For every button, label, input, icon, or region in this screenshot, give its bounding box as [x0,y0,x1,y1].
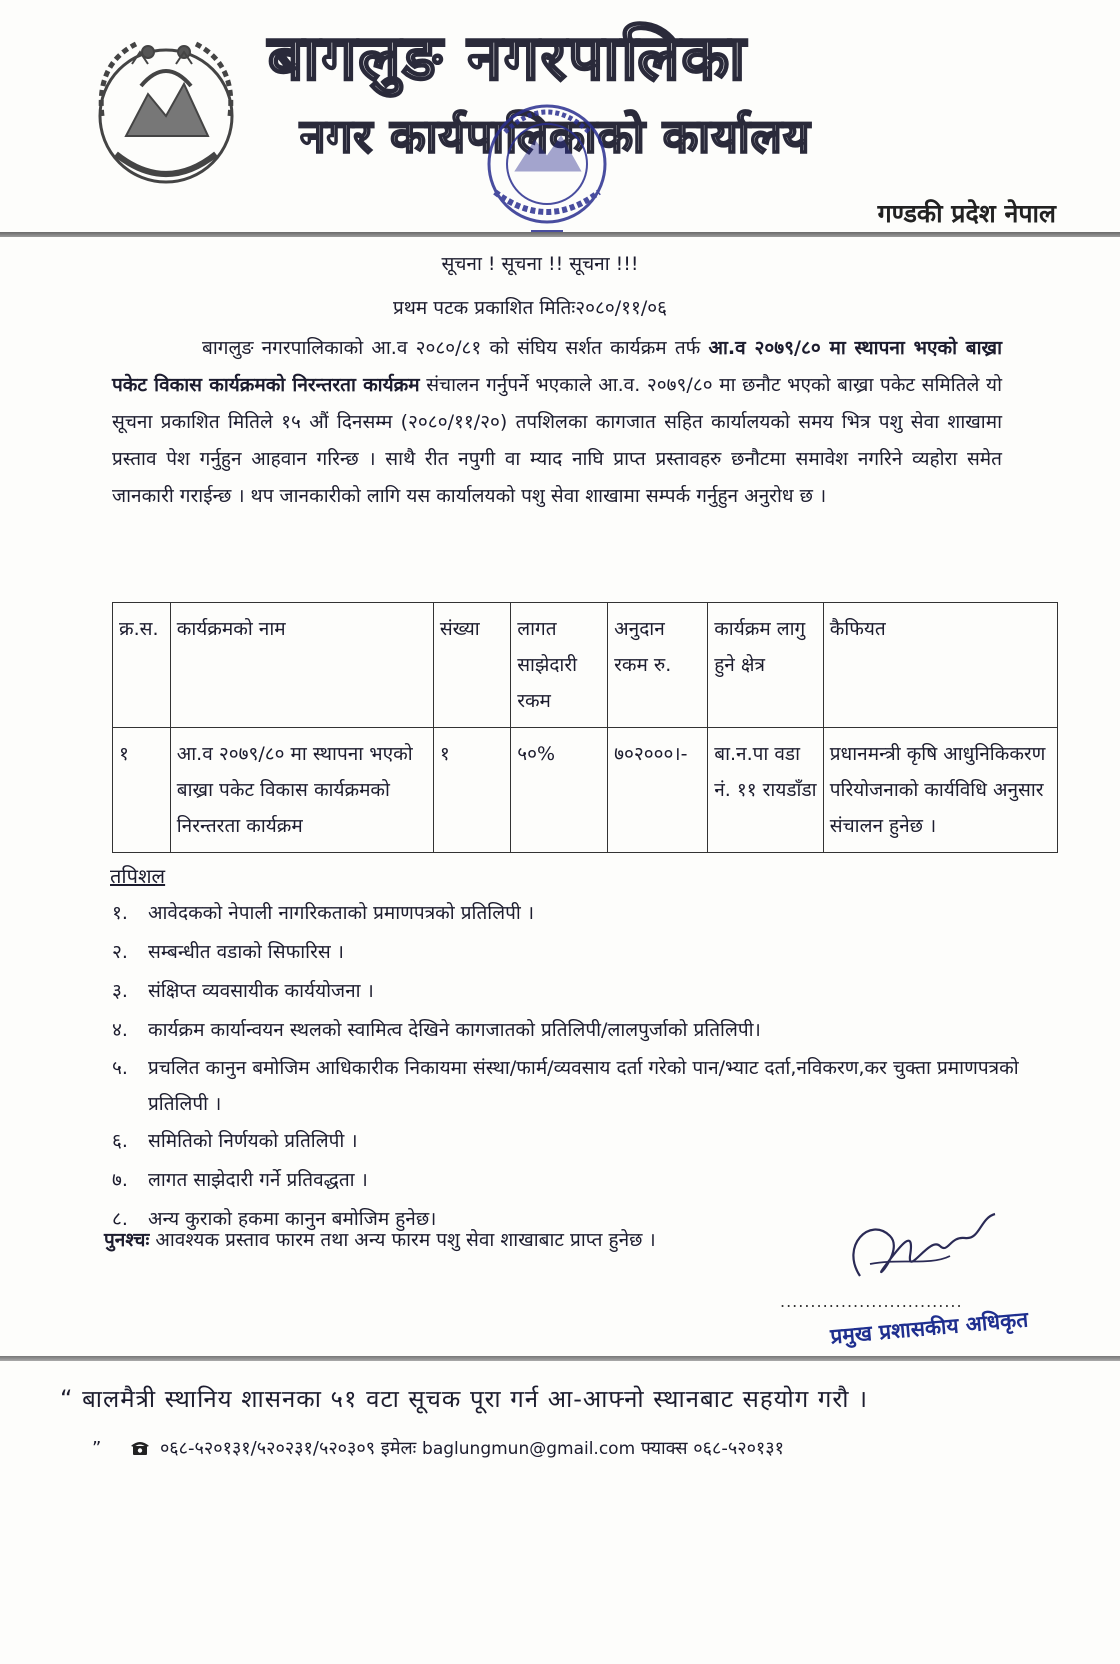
province-label: गण्डकी प्रदेश नेपाल [877,199,1056,228]
program-table [112,602,1058,853]
postscript-text: आवश्यक प्रस्ताव फारम तथा अन्य फारम पशु सेवा शाखाबाट प्राप्त हुनेछ । [149,1229,656,1251]
fax-number: ०६८-५२०१३१ [693,1438,785,1459]
telephone-icon [130,1440,150,1456]
notice-body [112,330,1002,515]
table-header-cell: कैफियत [823,603,1057,728]
item-number: ६. [112,1130,128,1152]
item-number: ८. [112,1208,128,1230]
closing-quote: ” [92,1438,102,1459]
notice-title: सूचना ! सूचना !! सूचना !!! [441,253,639,275]
postscript-label: पुनश्चः [104,1229,150,1251]
item-text: कार्यक्रम कार्यान्वयन स्थलको स्वामित्व देखिने कागजातको प्रतिलिपी/लालपुर्जाको प्रतिलिपी। [148,1019,761,1041]
list-item [112,972,1052,1011]
item-number: ५. [112,1057,128,1079]
item-number: १. [112,902,128,924]
postscript [104,1226,656,1252]
row-serial: १ [113,728,171,853]
contact-line [92,1436,784,1460]
header-divider [0,232,1120,237]
email-address: baglungmun@gmail.com [422,1439,636,1459]
publish-date: प्रथम पटक प्रकाशित मितिः२०८०/११/०६ [392,297,668,319]
signature-icon [830,1206,1010,1296]
email-label: इमेलः [380,1438,417,1459]
phone-number: ०६८-५२०१३१/५२०२३१/५२०३०९ [159,1438,376,1459]
item-number: ७. [112,1169,128,1191]
table-header-cell: संख्या [433,603,510,728]
notice-body-bold: आ.व २०७९/८० मा स्थापना भएको बाख्रा पकेट विकास कार्यक्रमको निरन्तरता कार्यक्रम [112,337,1003,396]
row-cost-share: ५०% [511,728,608,853]
office-seal-icon [465,92,630,242]
signatory-title: प्रमुख प्रशासकीय अधिकृत [829,1307,1030,1349]
table-header-row [113,603,1058,728]
requirements-list [112,894,1052,1239]
item-text: प्रचलित कानुन बमोजिम आधिकारीक निकायमा संस्था/फार्म/व्यवसाय दर्ता गरेको पान/भ्याट दर्ता,नविकरण,कर चुक्ता प्रमाणपत्रको प्रतिलिपी । [148,1057,1019,1115]
notice-body-part1: बागलुङ नगरपालिकाको आ.व २०८०/८१ को संघिय सर्शत कार्यक्रम तर्फ [202,337,709,359]
fax-label: फ्याक्स [640,1438,688,1459]
row-area: बा.न.पा वडा नं. ११ रायडाँडा [708,728,824,853]
item-text: सम्बन्धीत वडाको सिफारिस । [148,941,344,963]
item-text: संक्षिप्त व्यवसायीक कार्ययोजना । [148,980,374,1002]
list-item [112,1161,1052,1200]
item-number: २. [112,941,128,963]
item-number: ३. [112,980,128,1002]
footer-divider [0,1356,1120,1361]
table-header-cell: कार्यक्रम लागु हुने क्षेत्र [708,603,824,728]
notice-body-part2: संचालन गर्नुपर्ने भएकाले आ.व. २०७९/८० मा छनौट भएको बाख्रा पकेट समितिले यो सूचना प्रकाशित मितिले १५ औं दिनसम्म (२०८०/११/२०) तपशिलका कागजात सहित कार्यालयको समय भित्र पशु सेवा शाखामा प्रस्ताव पेश गर्नुहुन आहवान गरिन्छ । साथै रीत नपुगी वा म्याद नाघि प्राप्त प्रस्तावहरु छनौटमा समावेश नगरिने व्यहोरा समेत जानकारी गराईन्छ । थप जानकारीको लागि यस कार्यालयको पशु सेवा शाखामा सम्पर्क गर्नुहुन अनुरोध छ । [112,374,1002,507]
signature-line: .............................. [780,1292,963,1311]
item-number: ४. [112,1019,128,1041]
row-count: १ [433,728,510,853]
item-text: लागत साझेदारी गर्ने प्रतिवद्धता । [148,1169,368,1191]
list-item [112,1011,1052,1050]
list-item [112,894,1052,933]
footer-slogan: “ बालमैत्री स्थानिय शासनका ५१ वटा सूचक पूरा गर्न आ-आफ्नो स्थानबाट सहयोग गरौ । [60,1385,869,1413]
table-header-cell: कार्यक्रमको नाम [170,603,433,728]
row-remarks: प्रधानमन्त्री कृषि आधुनिकिकरण परियोजनाको कार्यविधि अनुसार संचालन हुनेछ । [823,728,1057,853]
list-item [112,1050,1052,1122]
table-header-cell: अनुदान रकम रु. [608,603,708,728]
org-name: बागलुङ नगरपालिका [268,21,748,94]
item-text: आवेदकको नेपाली नागरिकताको प्रमाणपत्रको प्रतिलिपी । [148,902,535,924]
office-name: नगर कार्यपालिकाको कार्यालय [300,109,811,163]
table-row [113,728,1058,853]
nepal-emblem-icon [86,24,246,194]
item-text: समितिको निर्णयको प्रतिलिपी । [148,1130,358,1152]
table-header-cell: लागत साझेदारी रकम [511,603,608,728]
row-grant: ७०२०००।- [608,728,708,853]
row-program-name: आ.व २०७९/८० मा स्थापना भएको बाख्रा पकेट विकास कार्यक्रमको निरन्तरता कार्यक्रम [170,728,433,853]
list-item [112,933,1052,972]
requirements-heading: तपिशल [110,864,166,888]
item-text: अन्य कुराको हकमा कानुन बमोजिम हुनेछ। [148,1208,437,1230]
list-item [112,1122,1052,1161]
table-header-cell: क्र.स. [113,603,171,728]
